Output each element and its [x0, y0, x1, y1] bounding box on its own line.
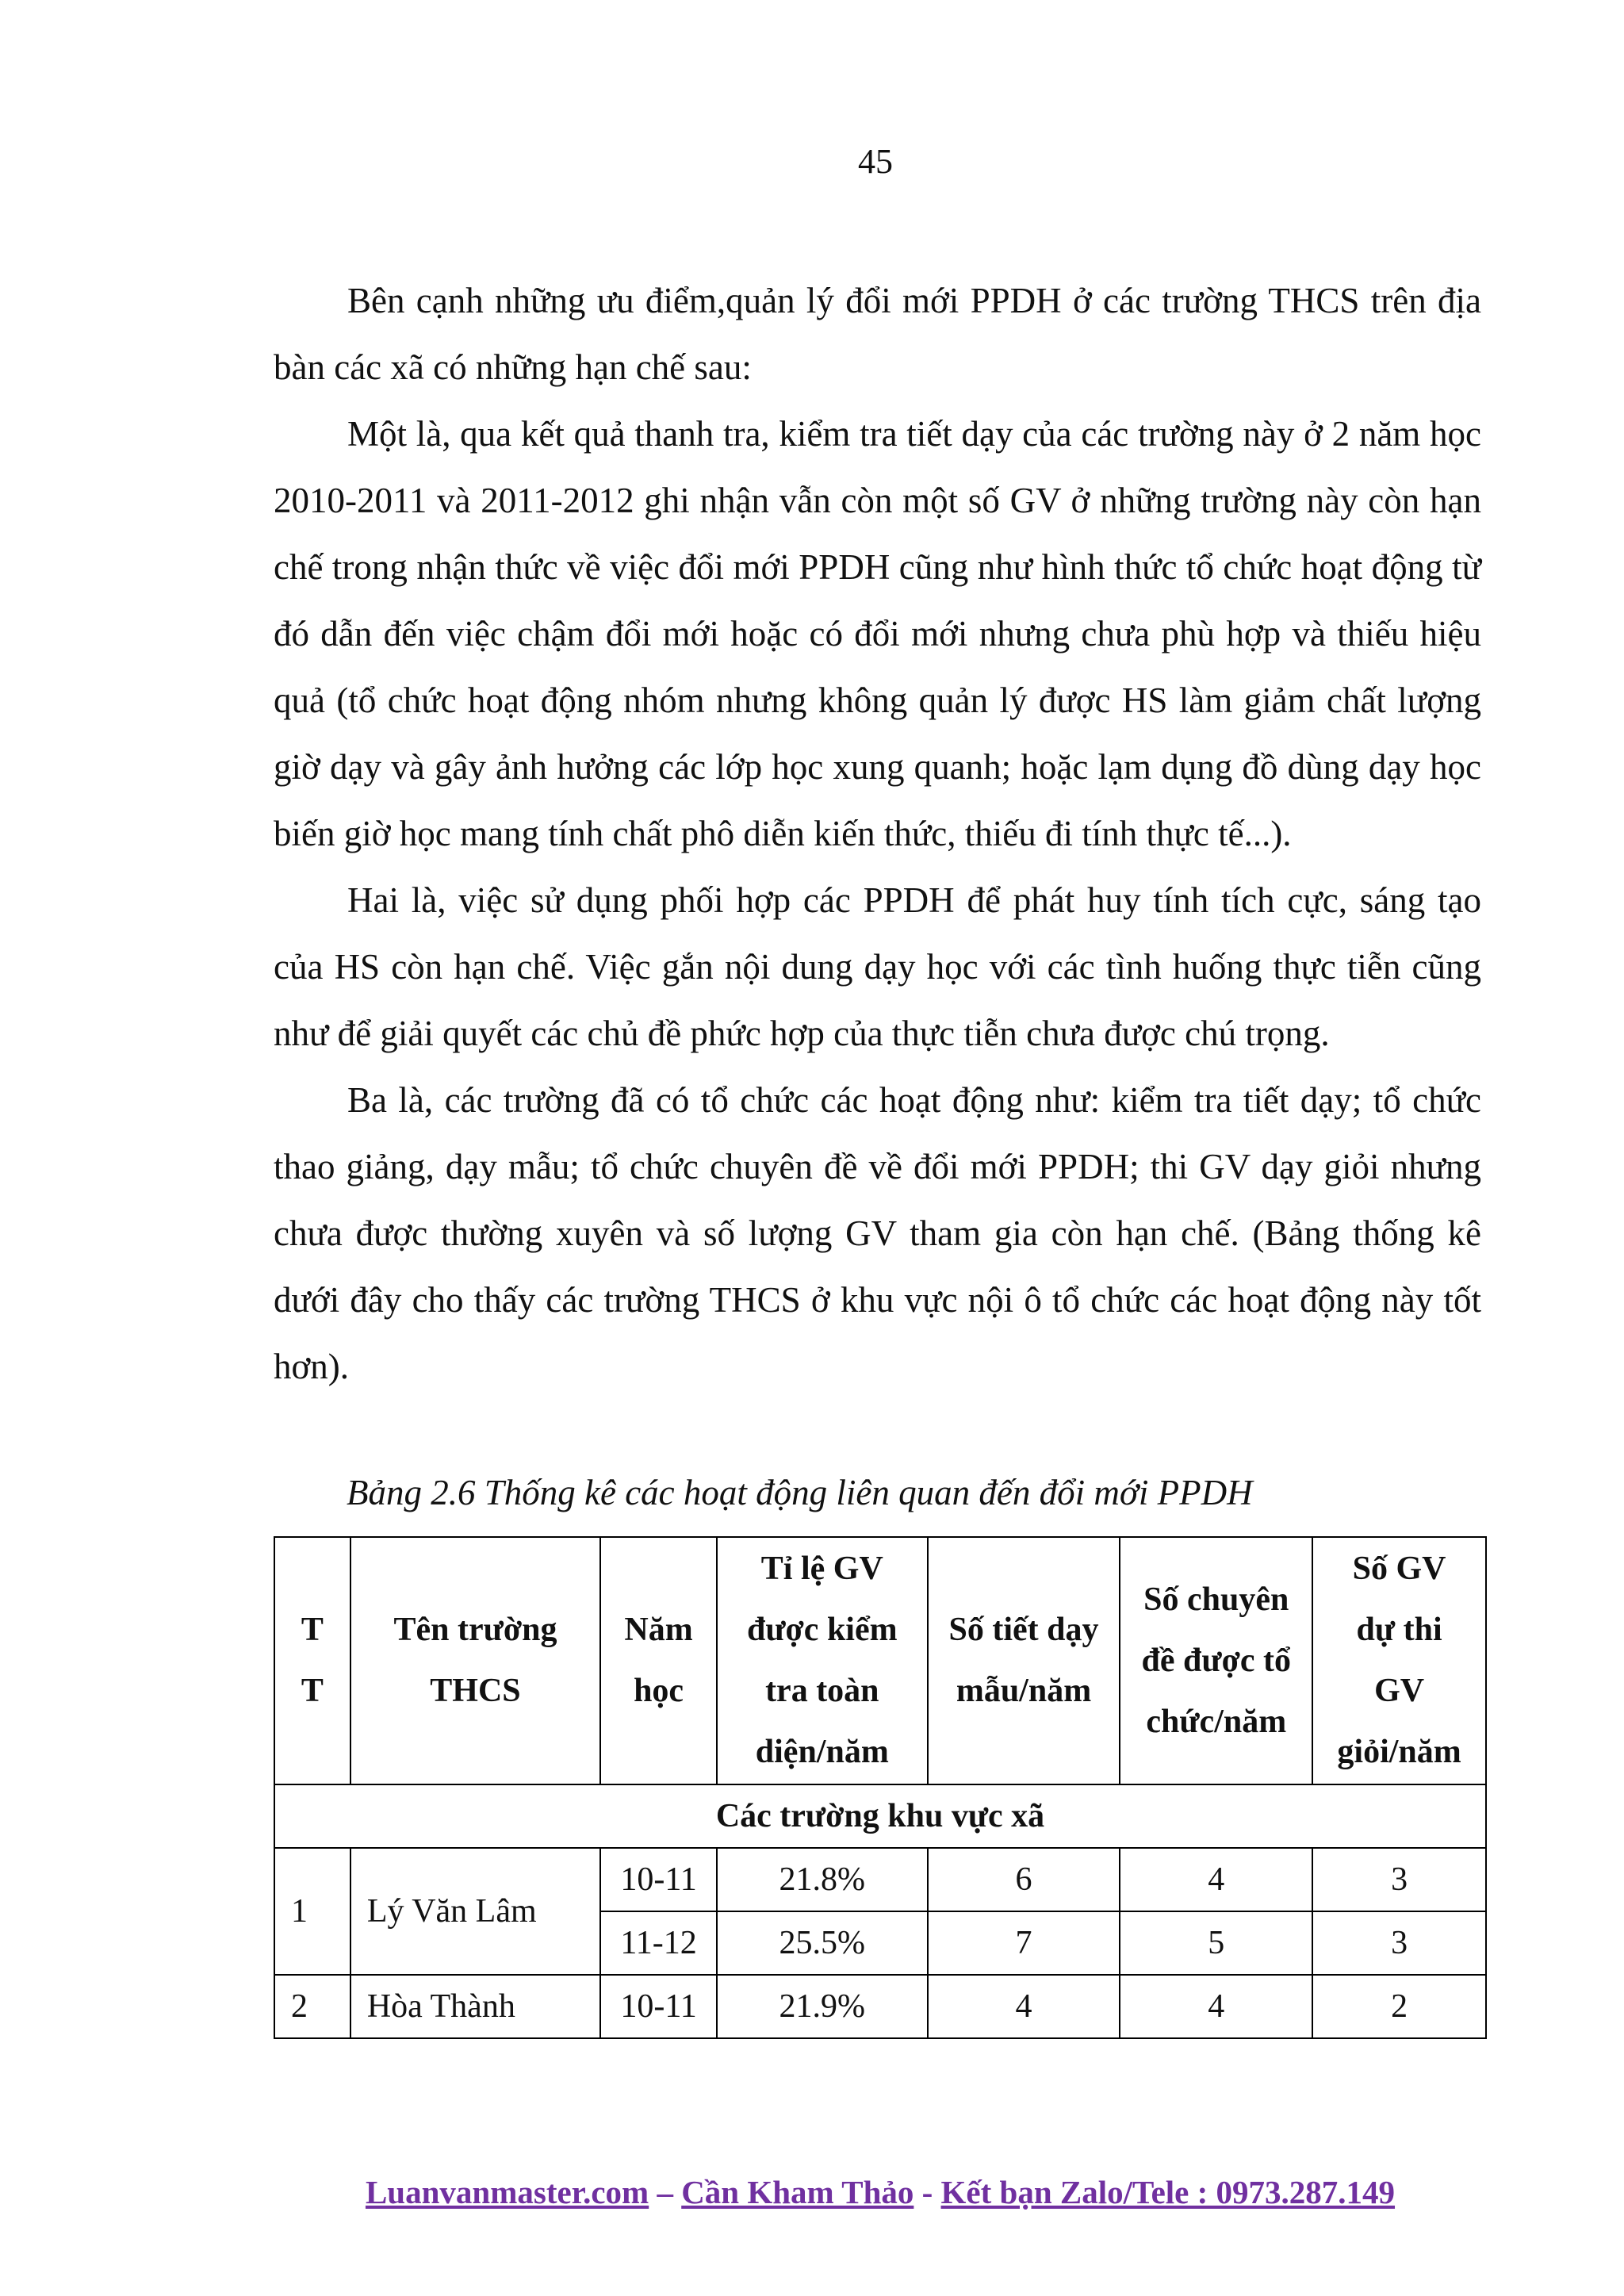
cell-teacher: 3	[1312, 1911, 1486, 1975]
cell-topic: 5	[1120, 1911, 1312, 1975]
header-demo-lessons: Số tiết dạy mẫu/năm	[928, 1537, 1120, 1784]
cell-rate: 25.5%	[717, 1911, 928, 1975]
footer	[0, 2173, 1624, 2211]
cell-rate: 21.8%	[717, 1848, 928, 1911]
cell-teacher: 2	[1312, 1975, 1486, 2038]
table-header-row	[274, 1537, 1486, 1784]
footer-site-link[interactable]: Luanvanmaster.com	[365, 2174, 649, 2210]
table-row	[274, 1975, 1486, 2038]
cell-topic: 4	[1120, 1848, 1312, 1911]
header-inspection-rate: Tỉ lệ GV được kiểm tra toàn diện/năm	[717, 1537, 928, 1784]
header-tt: T T	[274, 1537, 350, 1784]
cell-demo: 4	[928, 1975, 1120, 2038]
body-text	[274, 267, 1481, 1400]
cell-tt: 2	[274, 1975, 350, 2038]
paragraph: Hai là, việc sử dụng phối hợp các PPDH để phát huy tính tích cực, sáng tạo của HS còn hạn chế. Việc gắn nội dung dạy học với các tình huống thực tiễn cũng như để giải quyết các chủ đề phức hợp của thực tiễn chưa được chú trọng.	[274, 880, 1481, 1053]
cell-year: 10-11	[600, 1975, 717, 2038]
cell-tt: 1	[274, 1848, 350, 1975]
paragraph: Một là, qua kết quả thanh tra, kiểm tra tiết dạy của các trường này ở 2 năm học 2010-2011 và 2011-2012 ghi nhận vẫn còn một số GV ở những trường này còn hạn chế trong nhận thức về việc đổi mới PPDH cũng như hình thức tổ chức hoạt động từ đó dẫn đến việc chậm đổi mới hoặc có đổi mới nhưng chưa phù hợp và thiếu hiệu quả (tổ chức hoạt động nhóm nhưng không quản lý được HS làm giảm chất lượng giờ dạy và gây ảnh hưởng các lớp học xung quanh; hoặc lạm dụng đồ dùng dạy học biến giờ học mang tính chất phô diễn kiến thức, thiếu đi tính thực tế...).	[274, 414, 1481, 853]
page-number: 45	[858, 142, 893, 181]
cell-teacher: 3	[1312, 1848, 1486, 1911]
header-school-year: Năm học	[600, 1537, 717, 1784]
paragraph: Bên cạnh những ưu điểm,quản lý đổi mới PPDH ở các trường THCS trên địa bàn các xã có những hạn chế sau:	[274, 281, 1481, 387]
cell-year: 11-12	[600, 1911, 717, 1975]
header-school-name: Tên trường THCS	[350, 1537, 600, 1784]
paragraph: Ba là, các trường đã có tổ chức các hoạt động như: kiểm tra tiết dạy; tổ chức thao giảng, dạy mẫu; tổ chức chuyên đề về đổi mới PPDH; thi GV dạy giỏi nhưng chưa được thường xuyên và số lượng GV tham gia còn hạn chế. (Bảng thống kê dưới đây cho thấy các trường THCS ở khu vực nội ô tổ chức các hoạt động này tốt hơn).	[274, 1080, 1481, 1386]
group-label: Các trường khu vực xã	[274, 1784, 1486, 1848]
footer-separator: –	[649, 2174, 682, 2210]
footer-contact-link[interactable]: Kết bạn Zalo/Tele : 0973.287.149	[940, 2174, 1396, 2210]
header-excellent-teachers: Số GV dự thi GV giỏi/năm	[1312, 1537, 1486, 1784]
footer-author-link[interactable]: Cần Kham Thảo	[681, 2174, 914, 2210]
table-row	[274, 1848, 1486, 1911]
cell-demo: 7	[928, 1911, 1120, 1975]
statistics-table	[274, 1536, 1487, 2039]
cell-demo: 6	[928, 1848, 1120, 1911]
table-caption: Bảng 2.6 Thống kê các hoạt động liên quan đến đổi mới PPDH	[347, 1473, 1253, 1512]
cell-school: Lý Văn Lâm	[350, 1848, 600, 1975]
header-topics: Số chuyên đề được tổ chức/năm	[1120, 1537, 1312, 1784]
cell-year: 10-11	[600, 1848, 717, 1911]
cell-rate: 21.9%	[717, 1975, 928, 2038]
cell-topic: 4	[1120, 1975, 1312, 2038]
footer-separator: -	[914, 2174, 941, 2210]
cell-school: Hòa Thành	[350, 1975, 600, 2038]
table-group-row	[274, 1784, 1486, 1848]
